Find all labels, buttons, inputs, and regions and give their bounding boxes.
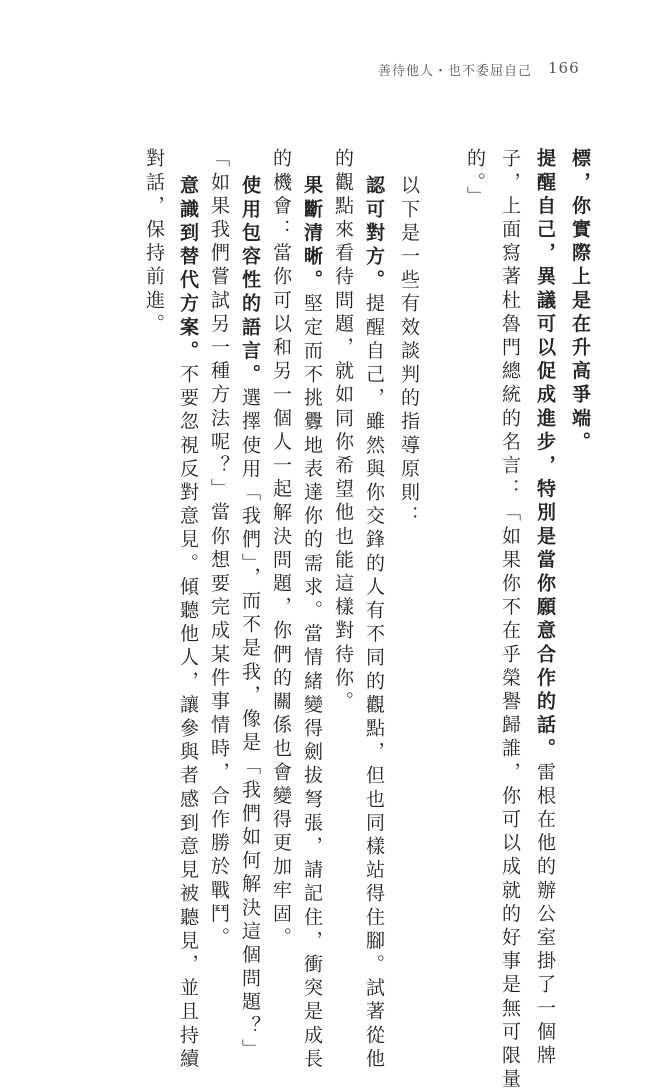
text-run: 的機會：當你可以和另一個人一起解決問題，你們的關係也會變得更加牢固。 — [270, 148, 292, 951]
running-title: 善待他人・也不委屈自己 — [378, 64, 533, 79]
text-column — [295, 175, 329, 1072]
text-column — [202, 148, 236, 950]
text-column — [392, 175, 426, 529]
bold-text-run: 果斷清晰。 — [301, 175, 323, 293]
bold-text-run: 標，你實際上是在升高爭端。 — [569, 148, 591, 455]
text-run: 的。」 — [464, 148, 486, 210]
text-run: 雷根在他的辦公室掛了一個牌 — [534, 761, 556, 1069]
text-column — [171, 175, 205, 1072]
bold-text-run: 認可對方。 — [363, 175, 385, 293]
text-column — [264, 148, 298, 950]
text-column — [326, 148, 360, 714]
page-number: 166 — [548, 59, 580, 77]
text-column — [233, 175, 267, 1062]
text-column — [493, 148, 527, 1092]
bold-text-run: 意識到替代方案。 — [177, 175, 199, 364]
text-run: 「如果我們嘗試另一種方法呢？」當你想要完成某件事情時，合作勝於戰鬥。 — [208, 148, 230, 951]
page-header — [0, 60, 663, 82]
text-run: 對話，保持前進。 — [143, 148, 165, 337]
text-run: 子，上面寫著杜魯門總統的名言：「如果你不在乎榮譽歸誰，你可以成就的好事是無可限量 — [499, 148, 521, 1092]
text-column — [137, 148, 171, 337]
text-run: 不要忽視反對意見。傾聽他人，讓參與者感到意見被聽見，並且持續 — [177, 363, 199, 1072]
bold-text-run: 提醒自己，異議可以促成進步，特別是當你願意合作的話。 — [534, 148, 556, 762]
text-column — [563, 148, 597, 455]
text-column — [528, 148, 562, 1068]
text-column — [458, 148, 492, 209]
text-run: 以下是一些有效談判的指導原則： — [398, 175, 420, 529]
text-run: 提醒自己，雖然與你交鋒的人有不同的觀點，但也同樣站得住腳。試著從他 — [363, 293, 385, 1072]
text-column — [357, 175, 391, 1072]
text-run: 堅定而不挑釁地表達你的需求。當情緒變得劍拔弩張，請記住，衝突是成長 — [301, 293, 323, 1072]
text-run: 的觀點來看待問題，就如同你希望他也能這樣對待你。 — [332, 148, 354, 715]
bold-text-run: 使用包容性的語言。 — [239, 175, 261, 388]
text-run: 選擇使用「我們」，而不是我，像是「我們如何解決這個問題？」 — [239, 387, 261, 1063]
